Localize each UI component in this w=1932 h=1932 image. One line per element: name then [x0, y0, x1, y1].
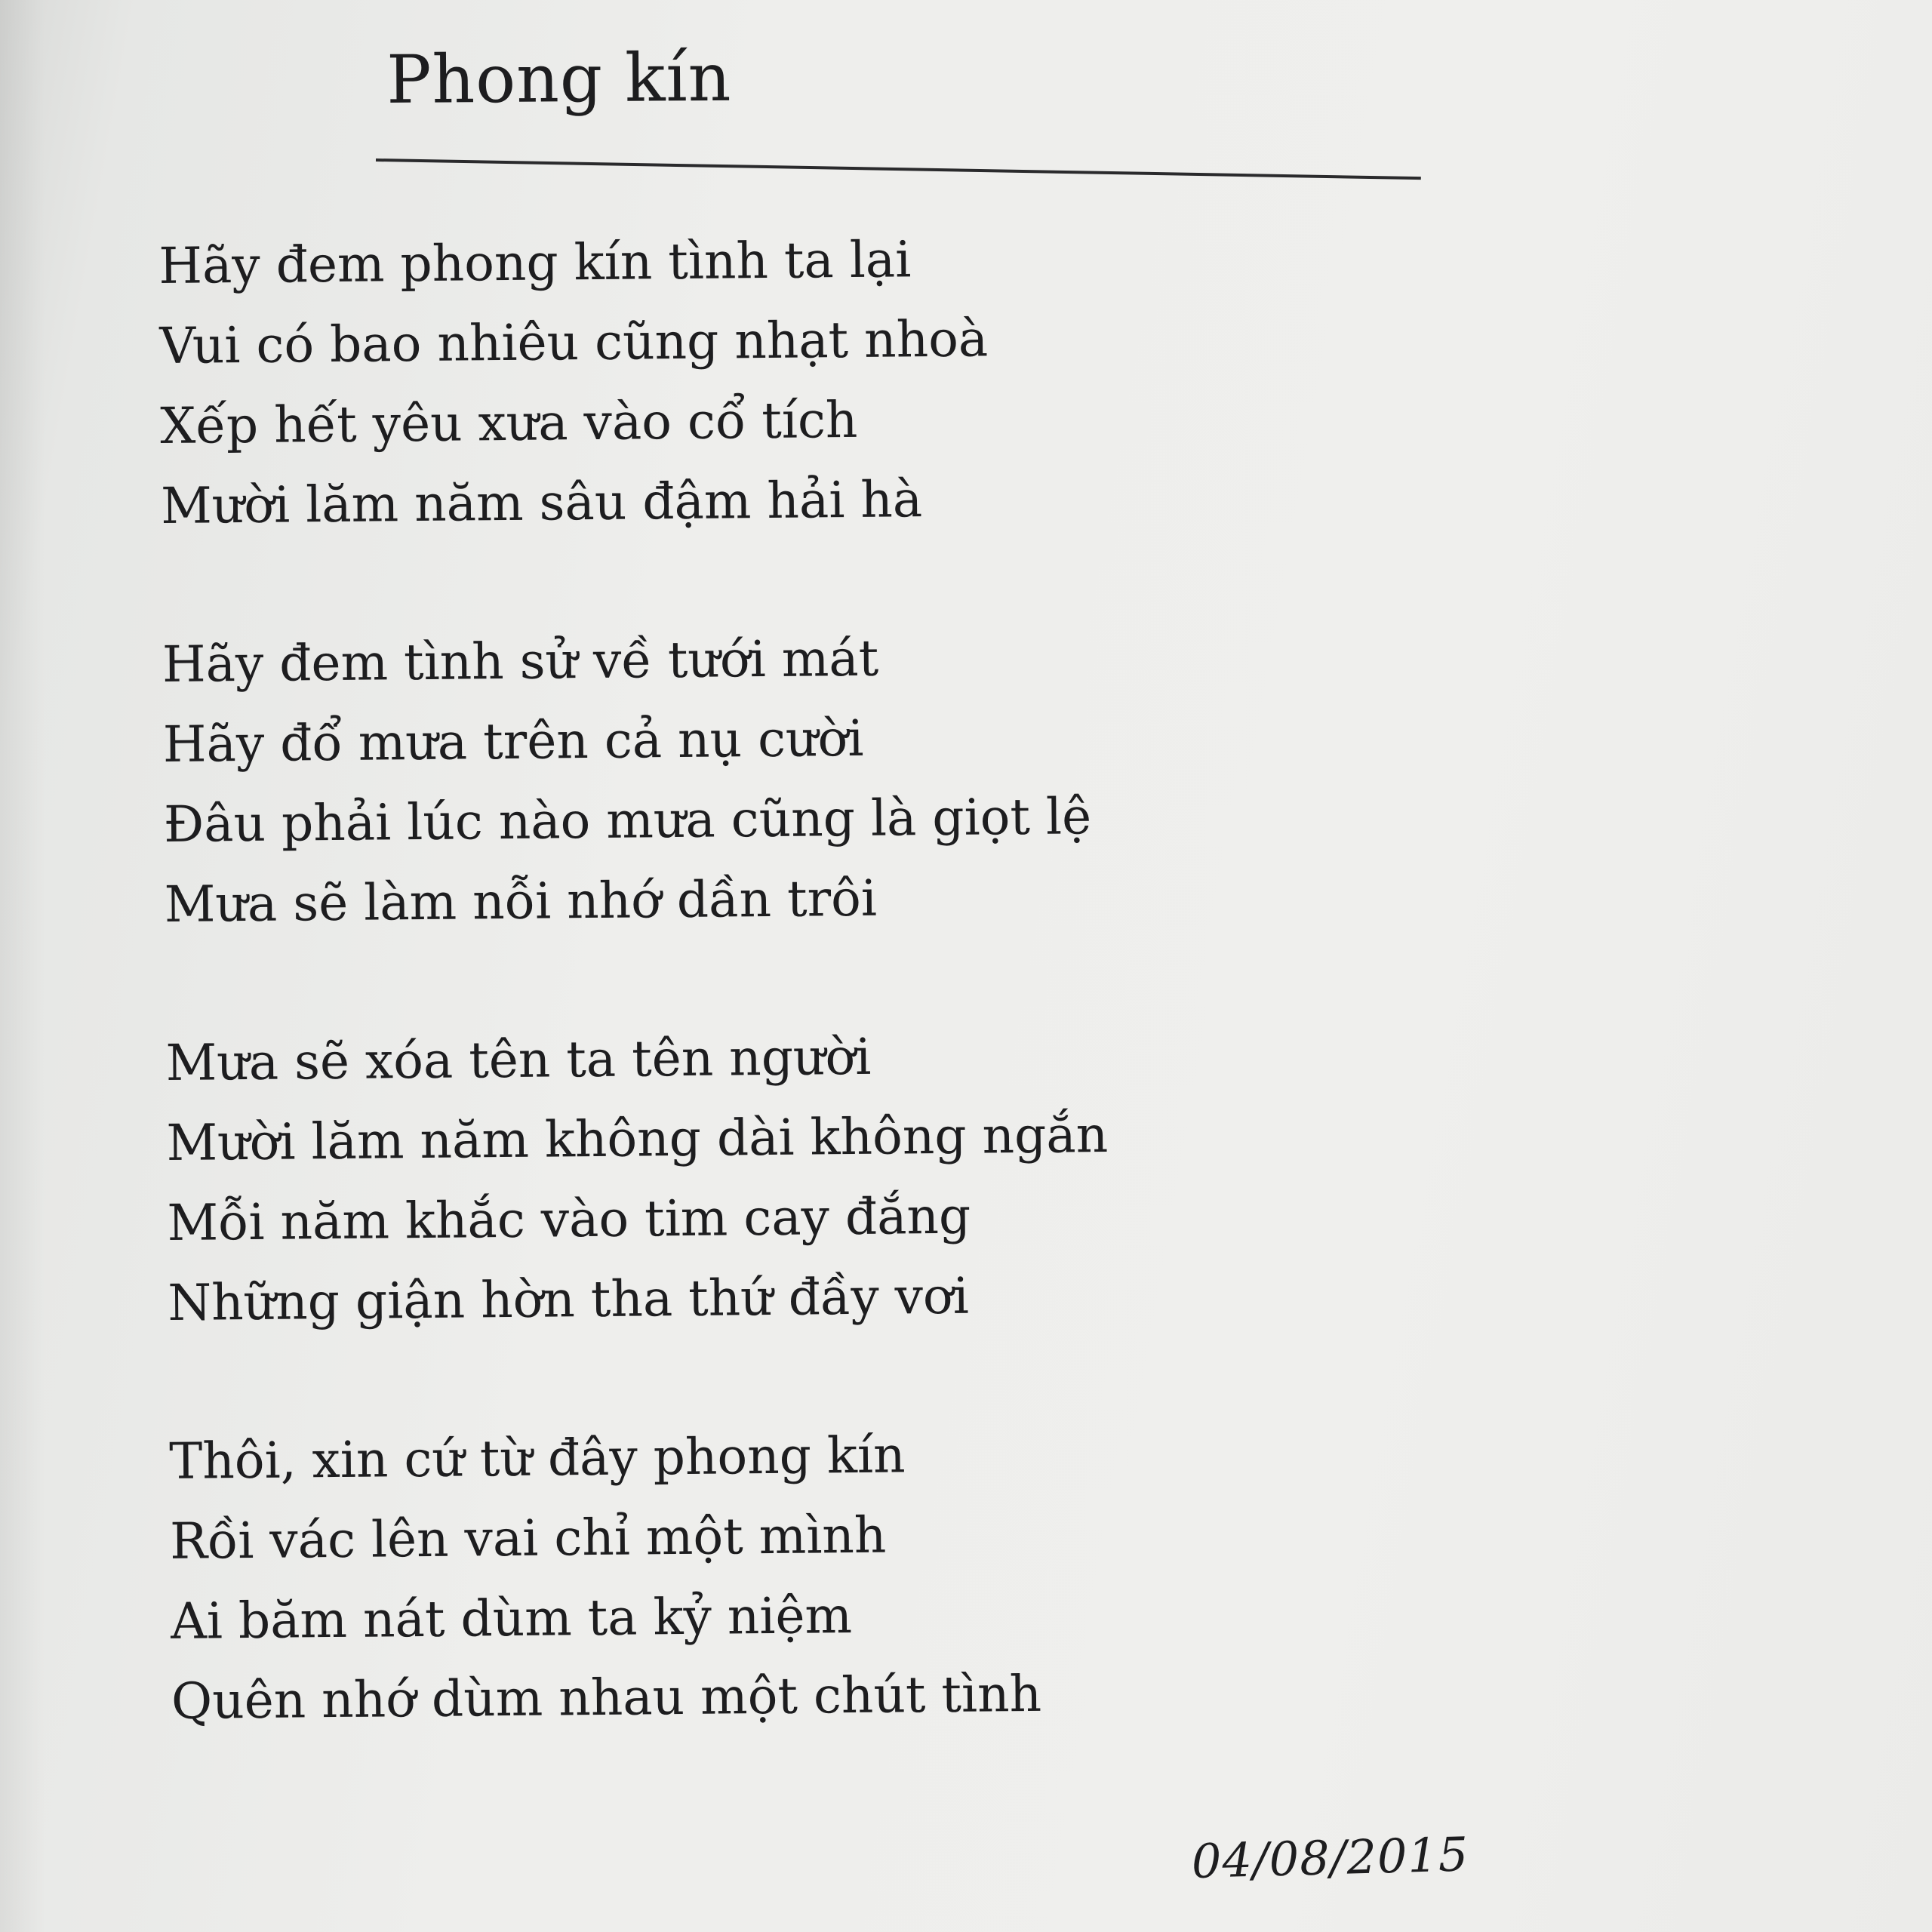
poem-line: Quên nhớ dùm nhau một chút tình — [171, 1664, 1042, 1730]
poem-line: Hãy đem tình sử về tưới mát — [162, 629, 879, 694]
title-underline — [376, 158, 1421, 180]
poem-line: Hãy đổ mưa trên cả nụ cười — [162, 709, 864, 774]
poem-line: Vui có bao nhiêu cũng nhạt nhoà — [159, 309, 989, 375]
stanza-4 — [169, 1410, 1531, 1742]
poem-body — [158, 214, 1531, 1820]
poem-date: 04/08/2015 — [1191, 1826, 1470, 1889]
poem-line: Mười lăm năm sâu đậm hải hà — [160, 470, 923, 535]
poem-line: Thôi, xin cứ từ đây phong kín — [168, 1426, 906, 1491]
poem-line: Đâu phải lúc nào mưa cũng là giọt lệ — [163, 787, 1092, 854]
stanza-3 — [165, 1011, 1527, 1343]
poem-line: Ai băm nát dùm ta kỷ niệm — [170, 1586, 853, 1651]
poem-line: Xếp hết yêu xưa vào cổ tích — [159, 390, 858, 455]
poem-title: Phong kín — [386, 38, 732, 118]
poem-line: Những giận hờn tha thứ đầy vơi — [168, 1266, 970, 1332]
poem-line: Mưa sẽ làm nỗi nhớ dần trôi — [164, 869, 878, 934]
poem-line: Hãy đem phong kín tình ta lại — [158, 230, 912, 295]
stanza-2 — [162, 613, 1524, 945]
poem-line: Mưa sẽ xóa tên ta tên người — [165, 1027, 872, 1092]
poem-line: Mỗi năm khắc vào tim cay đắng — [167, 1186, 971, 1252]
poem-line: Mười lăm năm không dài không ngắn — [166, 1106, 1109, 1172]
poem-line: Rồi vác lên vai chỉ một mình — [169, 1506, 887, 1571]
page-edge-shadow — [0, 0, 45, 1932]
stanza-1 — [158, 214, 1520, 546]
